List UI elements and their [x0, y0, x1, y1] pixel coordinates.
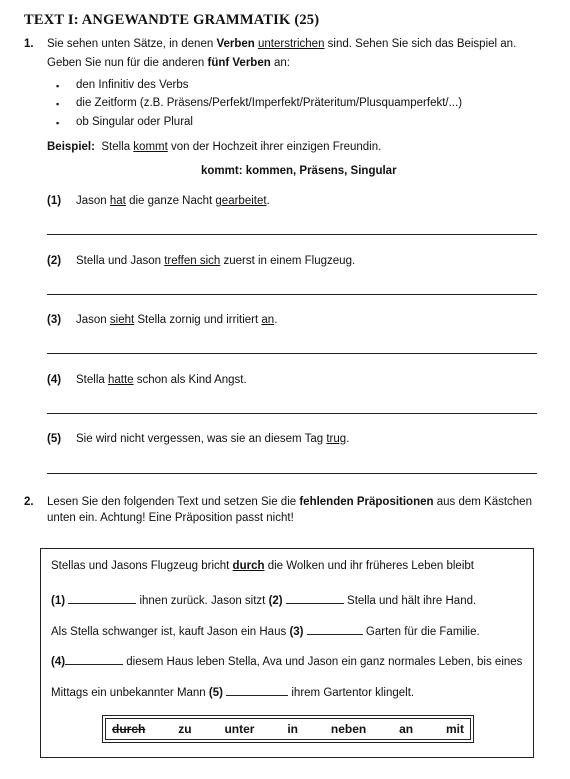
bullet-item-tense: die Zeitform (z.B. Präsens/Perfekt/Imperfekt/Präteritum/Plusquamperfekt/...) — [76, 97, 463, 109]
bullet-icon: ▪ — [56, 118, 60, 128]
cloze-line-2: (1) ihnen zurück. Jason sitzt (2) Stella und hält ihre Hand. — [51, 595, 477, 607]
bullet-item-infinitive: den Infinitiv des Verbs — [76, 79, 189, 91]
item-number: (2) — [47, 255, 62, 267]
question-2-number: 2. — [24, 496, 34, 508]
item-number: (3) — [47, 314, 62, 326]
word-bank-item-mit[interactable]: mit — [445, 722, 464, 736]
blank-4[interactable] — [65, 654, 123, 665]
blank-5[interactable] — [226, 685, 288, 696]
bullet-item-number: ob Singular oder Plural — [76, 116, 193, 128]
item-sentence: Sie wird nicht vergessen, was sie an diesem Tag trug. — [76, 433, 350, 445]
cloze-line-4: (4) diesem Haus leben Stella, Ava und Jason ein ganz normales Leben, bis eines — [51, 656, 523, 668]
bullet-icon: ▪ — [56, 99, 60, 109]
answer-line[interactable] — [47, 294, 537, 295]
question-1-instruction-line-2: Geben Sie nun für die anderen fünf Verben an: — [47, 57, 290, 69]
word-bank-item-durch[interactable]: durch — [112, 722, 146, 736]
blank-3[interactable] — [307, 624, 363, 635]
item-sentence: Stella und Jason treffen sich zuerst in einem Flugzeug. — [76, 255, 356, 267]
question-1-instruction-line-1: Sie sehen unten Sätze, in denen Verben unterstrichen sind. Sehen Sie sich das Beispiel an. — [47, 38, 517, 50]
blank-2[interactable] — [286, 593, 344, 604]
answer-line[interactable] — [47, 413, 537, 414]
answer-line[interactable] — [47, 473, 537, 474]
item-sentence: Stella hatte schon als Kind Angst. — [76, 374, 247, 386]
cloze-line-1: Stellas und Jasons Flugzeug bricht durch die Wolken und ihr früheres Leben bleibt — [51, 560, 474, 572]
item-number: (4) — [47, 374, 62, 386]
item-number: (1) — [47, 195, 62, 207]
cloze-line-5: Mittags ein unbekannter Mann (5) ihrem Gartentor klingelt. — [51, 687, 415, 699]
preposition-word-bank — [102, 715, 474, 743]
cloze-line-3: Als Stella schwanger ist, kauft Jason ein Haus (3) Garten für die Familie. — [51, 626, 480, 638]
word-bank-item-neben[interactable]: neben — [330, 722, 367, 736]
example-answer: kommt: kommen, Präsens, Singular — [201, 165, 397, 177]
item-sentence: Jason hat die ganze Nacht gearbeitet. — [76, 195, 270, 207]
word-bank-item-unter[interactable]: unter — [224, 722, 255, 736]
blank-1[interactable] — [68, 593, 136, 604]
page-title: TEXT I: ANGEWANDTE GRAMMATIK (25) — [24, 12, 320, 28]
question-1-number: 1. — [24, 38, 34, 50]
word-bank-item-an[interactable]: an — [399, 722, 414, 736]
bullet-icon: ▪ — [56, 81, 60, 91]
question-2-instruction-line-2: unten ein. Achtung! Eine Präposition passt nicht! — [47, 512, 294, 524]
cloze-text-box — [40, 548, 534, 758]
answer-line[interactable] — [47, 353, 537, 354]
item-number: (5) — [47, 433, 62, 445]
word-bank-item-in[interactable]: in — [287, 722, 298, 736]
example-sentence: Beispiel: Stella kommt von der Hochzeit ihrer einzigen Freundin. — [47, 141, 382, 153]
answer-line[interactable] — [47, 234, 537, 235]
question-2-instruction-line-1: Lesen Sie den folgenden Text und setzen Sie die fehlenden Präpositionen aus dem Kästchen — [47, 496, 532, 508]
word-bank-item-zu[interactable]: zu — [178, 722, 192, 736]
item-sentence: Jason sieht Stella zornig und irritiert an. — [76, 314, 278, 326]
